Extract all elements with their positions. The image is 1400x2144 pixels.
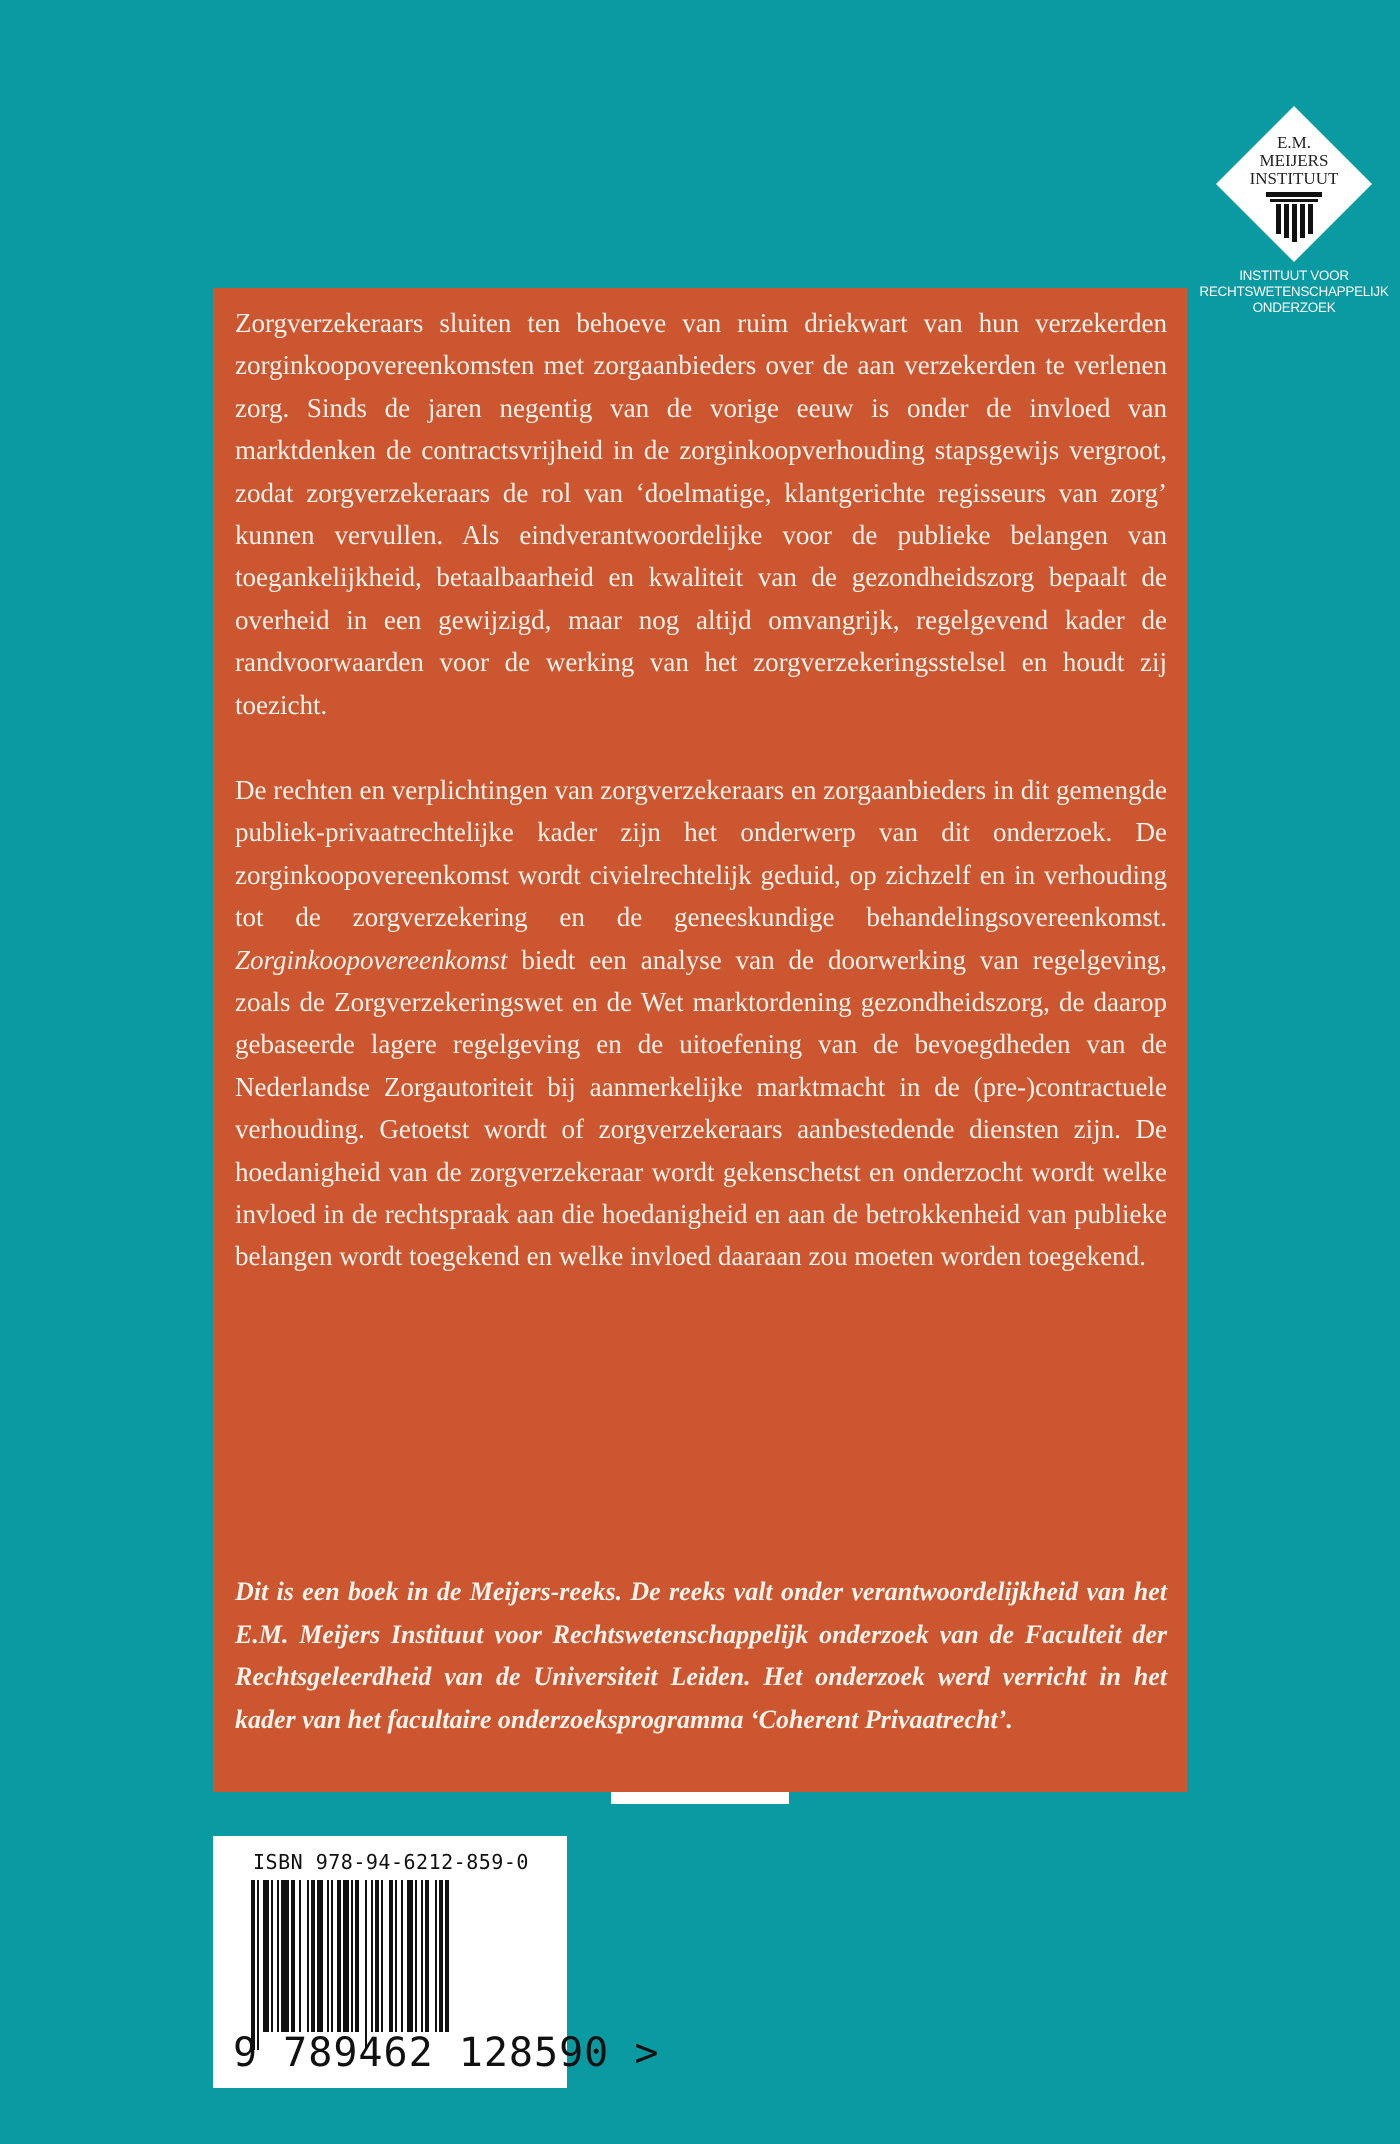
barcode-bar (425, 1880, 429, 2032)
barcode-bar (251, 1880, 255, 2050)
barcode-bar (281, 1880, 289, 2032)
barcode-bar (311, 1880, 315, 2032)
barcode-bar (271, 1880, 273, 2032)
barcode-bar (355, 1880, 359, 2032)
barcode-bar (421, 1880, 423, 2032)
barcode-bar (343, 1880, 349, 2032)
barcode-bar (445, 1880, 449, 2032)
book-title-mention: Zorginkoopovereenkomst (235, 944, 508, 975)
series-note: Dit is een boek in de Meijers-reeks. De reeks valt onder verantwoordelijkheid van het E.M. Meijers Instituut voor Rechtswetenschappelijk onderzoek van de Faculteit der Rechtsgeleerdheid van de Universiteit Leiden. Het onderzoek werd verricht in het kader van het facultaire onderzoeksprogramma ‘Coherent Privaatrecht’. (235, 1577, 1167, 1734)
isbn-barcode (213, 1836, 660, 2088)
blurb-paragraph-2-part-b: biedt een analyse van de doorwerking van regelgeving, zoals de Zorgverzekeringswet en de Wet marktordening gezondheidszorg, de daarop gebaseerde lagere regelgeving en de uitoefening van de bevoegdheden van de Nederlandse Zorgautoriteit bij aanmerkelijke marktmacht in de (pre-)contractuele verhouding. Getoetst wordt of zorgverzekeraars aanbestedende diensten zijn. De hoedanigheid van de zorgverzekeraar wordt gekenschetst en onderzocht wordt welke invloed in de rechtspraak aan die hoedanigheid en aan de betrokkenheid van publieke belangen wordt toegekend en welke invloed daaraan zou moeten worden toegekend. (235, 944, 1167, 1272)
barcode-bar (381, 1880, 383, 2032)
barcode-bar (415, 1880, 417, 2032)
barcode-bar (439, 1880, 443, 2032)
logo-subtitle (1190, 268, 1398, 316)
barcode-bar (365, 1880, 367, 2050)
logo-line-2: MEIJERS (1259, 151, 1329, 170)
barcode-bar (389, 1880, 393, 2032)
barcode-bar (263, 1880, 269, 2032)
barcode-bar (435, 1880, 437, 2032)
logo-sub-line: ONDERZOEK (1252, 300, 1336, 315)
barcode-bar (351, 1880, 353, 2032)
logo-line-1: E.M. (1277, 133, 1311, 152)
logo-sub-line: RECHTSWETENSCHAPPELIJK (1199, 284, 1389, 299)
blurb-paragraph-2 (235, 769, 1167, 1278)
barcode-bar (407, 1880, 413, 2032)
blurb-paragraph-1: Zorgverzekeraars sluiten ten behoeve van ruim driekwart van hun verzekerden zorginkoopovereenkomsten met zorgaanbieders over de aan verzekerden te verlenen zorg. Sinds de jaren negentig van de vorige eeuw is onder de invloed van marktdenken de contractsvrijheid in de zorginkoopverhouding stapsgewijs vergroot, zodat zorgverzekeraars de rol van ‘doelmatige, klantgerichte regisseurs van zorg’ kunnen vervullen. Als eindverantwoordelijke voor de publieke belangen van toegankelijkheid, betaalbaarheid en kwaliteit van de gezondheidszorg bepaalt de overheid in een gewijzigd, maar nog altijd omvangrijk, regelgevend kader de randvoorwaarden voor de werking van het zorgverzekeringsstelsel en houdt zij toezicht. (235, 308, 1167, 720)
barcode-bar (291, 1880, 295, 2032)
barcode-bar (401, 1880, 403, 2032)
barcode-digits: 9 789462 128590 > (233, 2030, 660, 2076)
logo-sub-line: INSTITUUT VOOR (1239, 268, 1349, 283)
barcode-bars-icon (251, 1880, 479, 2050)
barcode-bar (317, 1880, 323, 2032)
meijers-instituut-logo (1199, 104, 1389, 324)
barcode-bar (395, 1880, 397, 2032)
barcode-bar (307, 1880, 309, 2032)
barcode-bar (337, 1880, 341, 2032)
logo-line-3: INSTITUUT (1249, 169, 1339, 188)
barcode-bar (327, 1880, 329, 2032)
institute-emblem-icon (1214, 104, 1374, 264)
barcode-bar (299, 1880, 301, 2032)
barcode-bar (371, 1880, 373, 2032)
barcode-bar (257, 1880, 259, 2050)
barcode-bar (277, 1880, 279, 2032)
decorative-strip (611, 1792, 789, 1804)
isbn-number: ISBN 978-94-6212-859-0 (253, 1850, 529, 1874)
blurb-paragraph-2-part-a: De rechten en verplichtingen van zorgverzekeraars en zorgaanbieders in dit gemengde publiek-privaatrechtelijke kader zijn het onderwerp van dit onderzoek. De zorginkoopovereenkomst wordt civielrechtelijk geduid, op zichzelf en in verhouding tot de zorgverzekering en de geneeskundige behandelingsovereenkomst. (235, 775, 1167, 933)
barcode-bar (375, 1880, 379, 2032)
barcode-bar (331, 1880, 333, 2032)
